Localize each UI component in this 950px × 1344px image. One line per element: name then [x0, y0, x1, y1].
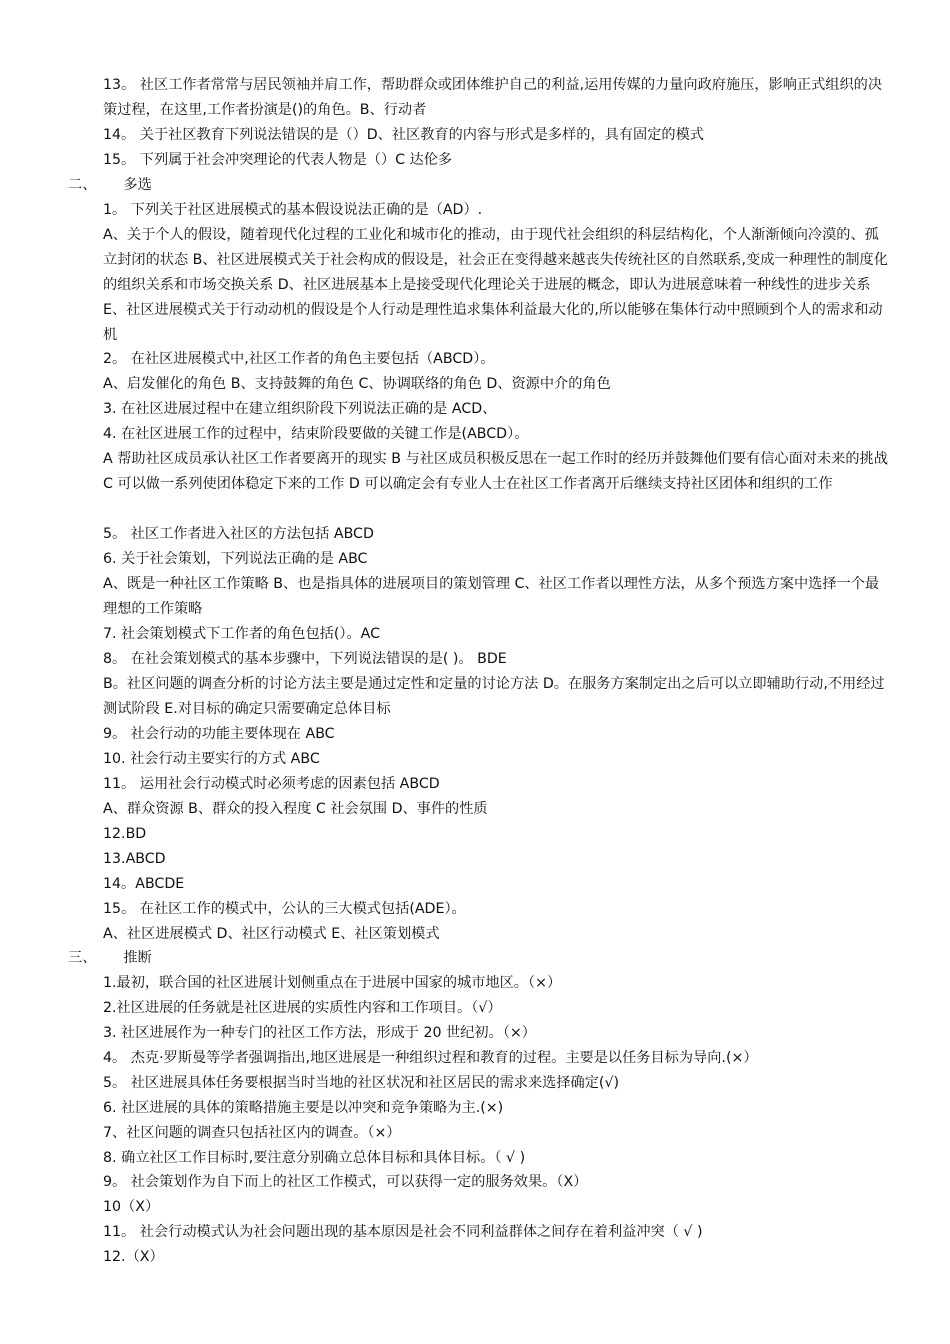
- multi-question-6: 6. 关于社会策划，下列说法正确的是 ABC: [103, 551, 368, 567]
- multi-question-7: 7. 社会策划模式下工作者的角色包括(）。AC: [103, 626, 381, 642]
- question-15-single: 15。 下列属于社会冲突理论的代表人物是（）C 达伦多: [103, 152, 453, 168]
- multi-question-14: 14。ABCDE: [103, 876, 185, 892]
- judge-question-12: 12.（X）: [103, 1249, 164, 1265]
- multi-question-10: 10. 社会行动主要实行的方式 ABC: [103, 751, 320, 767]
- multi-question-12: 12.BD: [103, 826, 147, 842]
- multi-question-4-options: A 帮助社区成员承认社区工作者要离开的现实 B 与社区成员积极反思在一起工作时的经历并鼓舞他们要有信心面对未来的挑战 C 可以做一系列使团体稳定下来的工作 D 可以确定会有专业人士在社区工作者离开后继续支持社区团体和组织的工作: [103, 451, 888, 492]
- section-heading-judgement: 三、 推断: [68, 950, 152, 966]
- judge-question-9: 9。 社会策划作为自下而上的社区工作模式，可以获得一定的服务效果。（X）: [103, 1174, 588, 1190]
- multi-question-15-options: A、社区进展模式 D、社区行动模式 E、社区策划模式: [103, 926, 440, 942]
- multi-question-1-options: A、关于个人的假设，随着现代化过程的工业化和城市化的推动，由于现代社会组织的科层结构化，个人渐渐倾向冷漠的、孤立封闭的状态 B、社区进展模式关于社会构成的假设是，社会正在变得越来越丧失传统社区的自然联系,变成一种理性的制度化的组织关系和市场交换关系 D、社区进展基本上是接受现代化理论关于进展的概念，即认为进展意味着一种线性的进步关系 E、社区进展模式关于行动动机的假设是个人行动是理性追求集体利益最大化的,所以能够在集体行动中照顾到个人的需求和动机: [103, 227, 888, 343]
- multi-question-1: 1。 下列关于社区进展模式的基本假设说法正确的是（AD）.: [103, 202, 483, 218]
- multi-question-2: 2。 在社区进展模式中,社区工作者的角色主要包括（ABCD）。: [103, 351, 495, 367]
- multi-question-13: 13.ABCD: [103, 851, 166, 867]
- judge-question-7: 7、社区问题的调查只包括社区内的调查。（×）: [103, 1125, 401, 1141]
- judge-question-8: 8. 确立社区工作目标时,要注意分别确立总体目标和具体目标。（ √ ): [103, 1150, 526, 1166]
- judge-question-1: 1.最初，联合国的社区进展计划侧重点在于进展中国家的城市地区。（×）: [103, 975, 562, 991]
- multi-question-4: 4. 在社区进展工作的过程中，结束阶段要做的关键工作是(ABCD）。: [103, 426, 529, 442]
- multi-question-9: 9。 社会行动的功能主要体现在 ABC: [103, 726, 335, 742]
- multi-question-2-options: A、启发催化的角色 B、支持鼓舞的角色 C、协调联络的角色 D、资源中介的角色: [103, 376, 611, 392]
- judge-question-3: 3. 社区进展作为一种专门的社区工作方法，形成于 20 世纪初。（×）: [103, 1025, 536, 1041]
- multi-question-3: 3. 在社区进展过程中在建立组织阶段下列说法正确的是 ACD、: [103, 401, 497, 417]
- multi-question-11-options: A、群众资源 B、群众的投入程度 C 社会氛围 D、事件的性质: [103, 801, 488, 817]
- multi-question-5: 5。 社区工作者进入社区的方法包括 ABCD: [103, 526, 374, 542]
- question-13-single: 13。 社区工作者常常与居民领袖并肩工作，帮助群众或团体维护自己的利益,运用传媒的力量向政府施压，影响正式组织的决策过程，在这里,工作者扮演是()的角色。B、行动者: [103, 77, 883, 118]
- multi-question-8: 8。 在社会策划模式的基本步骤中，下列说法错误的是( )。 BDE: [103, 651, 507, 667]
- multi-question-8-options: B。社区问题的调查分析的讨论方法主要是通过定性和定量的讨论方法 D。在服务方案制定出之后可以立即辅助行动,不用经过测试阶段 E.对目标的确定只需要确定总体目标: [103, 676, 885, 717]
- section-heading-multiple-choice: 二、 多选: [68, 177, 152, 193]
- multi-question-11: 11。 运用社会行动模式时必须考虑的因素包括 ABCD: [103, 776, 440, 792]
- judge-question-2: 2.社区进展的任务就是社区进展的实质性内容和工作项目。（√）: [103, 1000, 502, 1016]
- judge-question-4: 4。 杰克·罗斯曼等学者强调指出,地区进展是一种组织过程和教育的过程。主要是以任务目标为导向.(×）: [103, 1050, 758, 1066]
- judge-question-11: 11。 社会行动模式认为社会问题出现的基本原因是社会不同利益群体之间存在着利益冲突（ √ ): [103, 1224, 703, 1240]
- judge-question-5: 5。 社区进展具体任务要根据当时当地的社区状况和社区居民的需求来选择确定(√): [103, 1075, 620, 1091]
- multi-question-6-options: A、既是一种社区工作策略 B、也是指具体的进展项目的策划管理 C、社区工作者以理性方法，从多个预选方案中选择一个最理想的工作策略: [103, 576, 880, 617]
- multi-question-15: 15。 在社区工作的模式中，公认的三大模式包括(ADE）。: [103, 901, 466, 917]
- judge-question-10: 10（X）: [103, 1199, 160, 1215]
- judge-question-6: 6. 社区进展的具体的策略措施主要是以冲突和竞争策略为主.(×): [103, 1100, 504, 1116]
- question-14-single: 14。 关于社区教育下列说法错误的是（）D、社区教育的内容与形式是多样的，具有固定的模式: [103, 127, 704, 143]
